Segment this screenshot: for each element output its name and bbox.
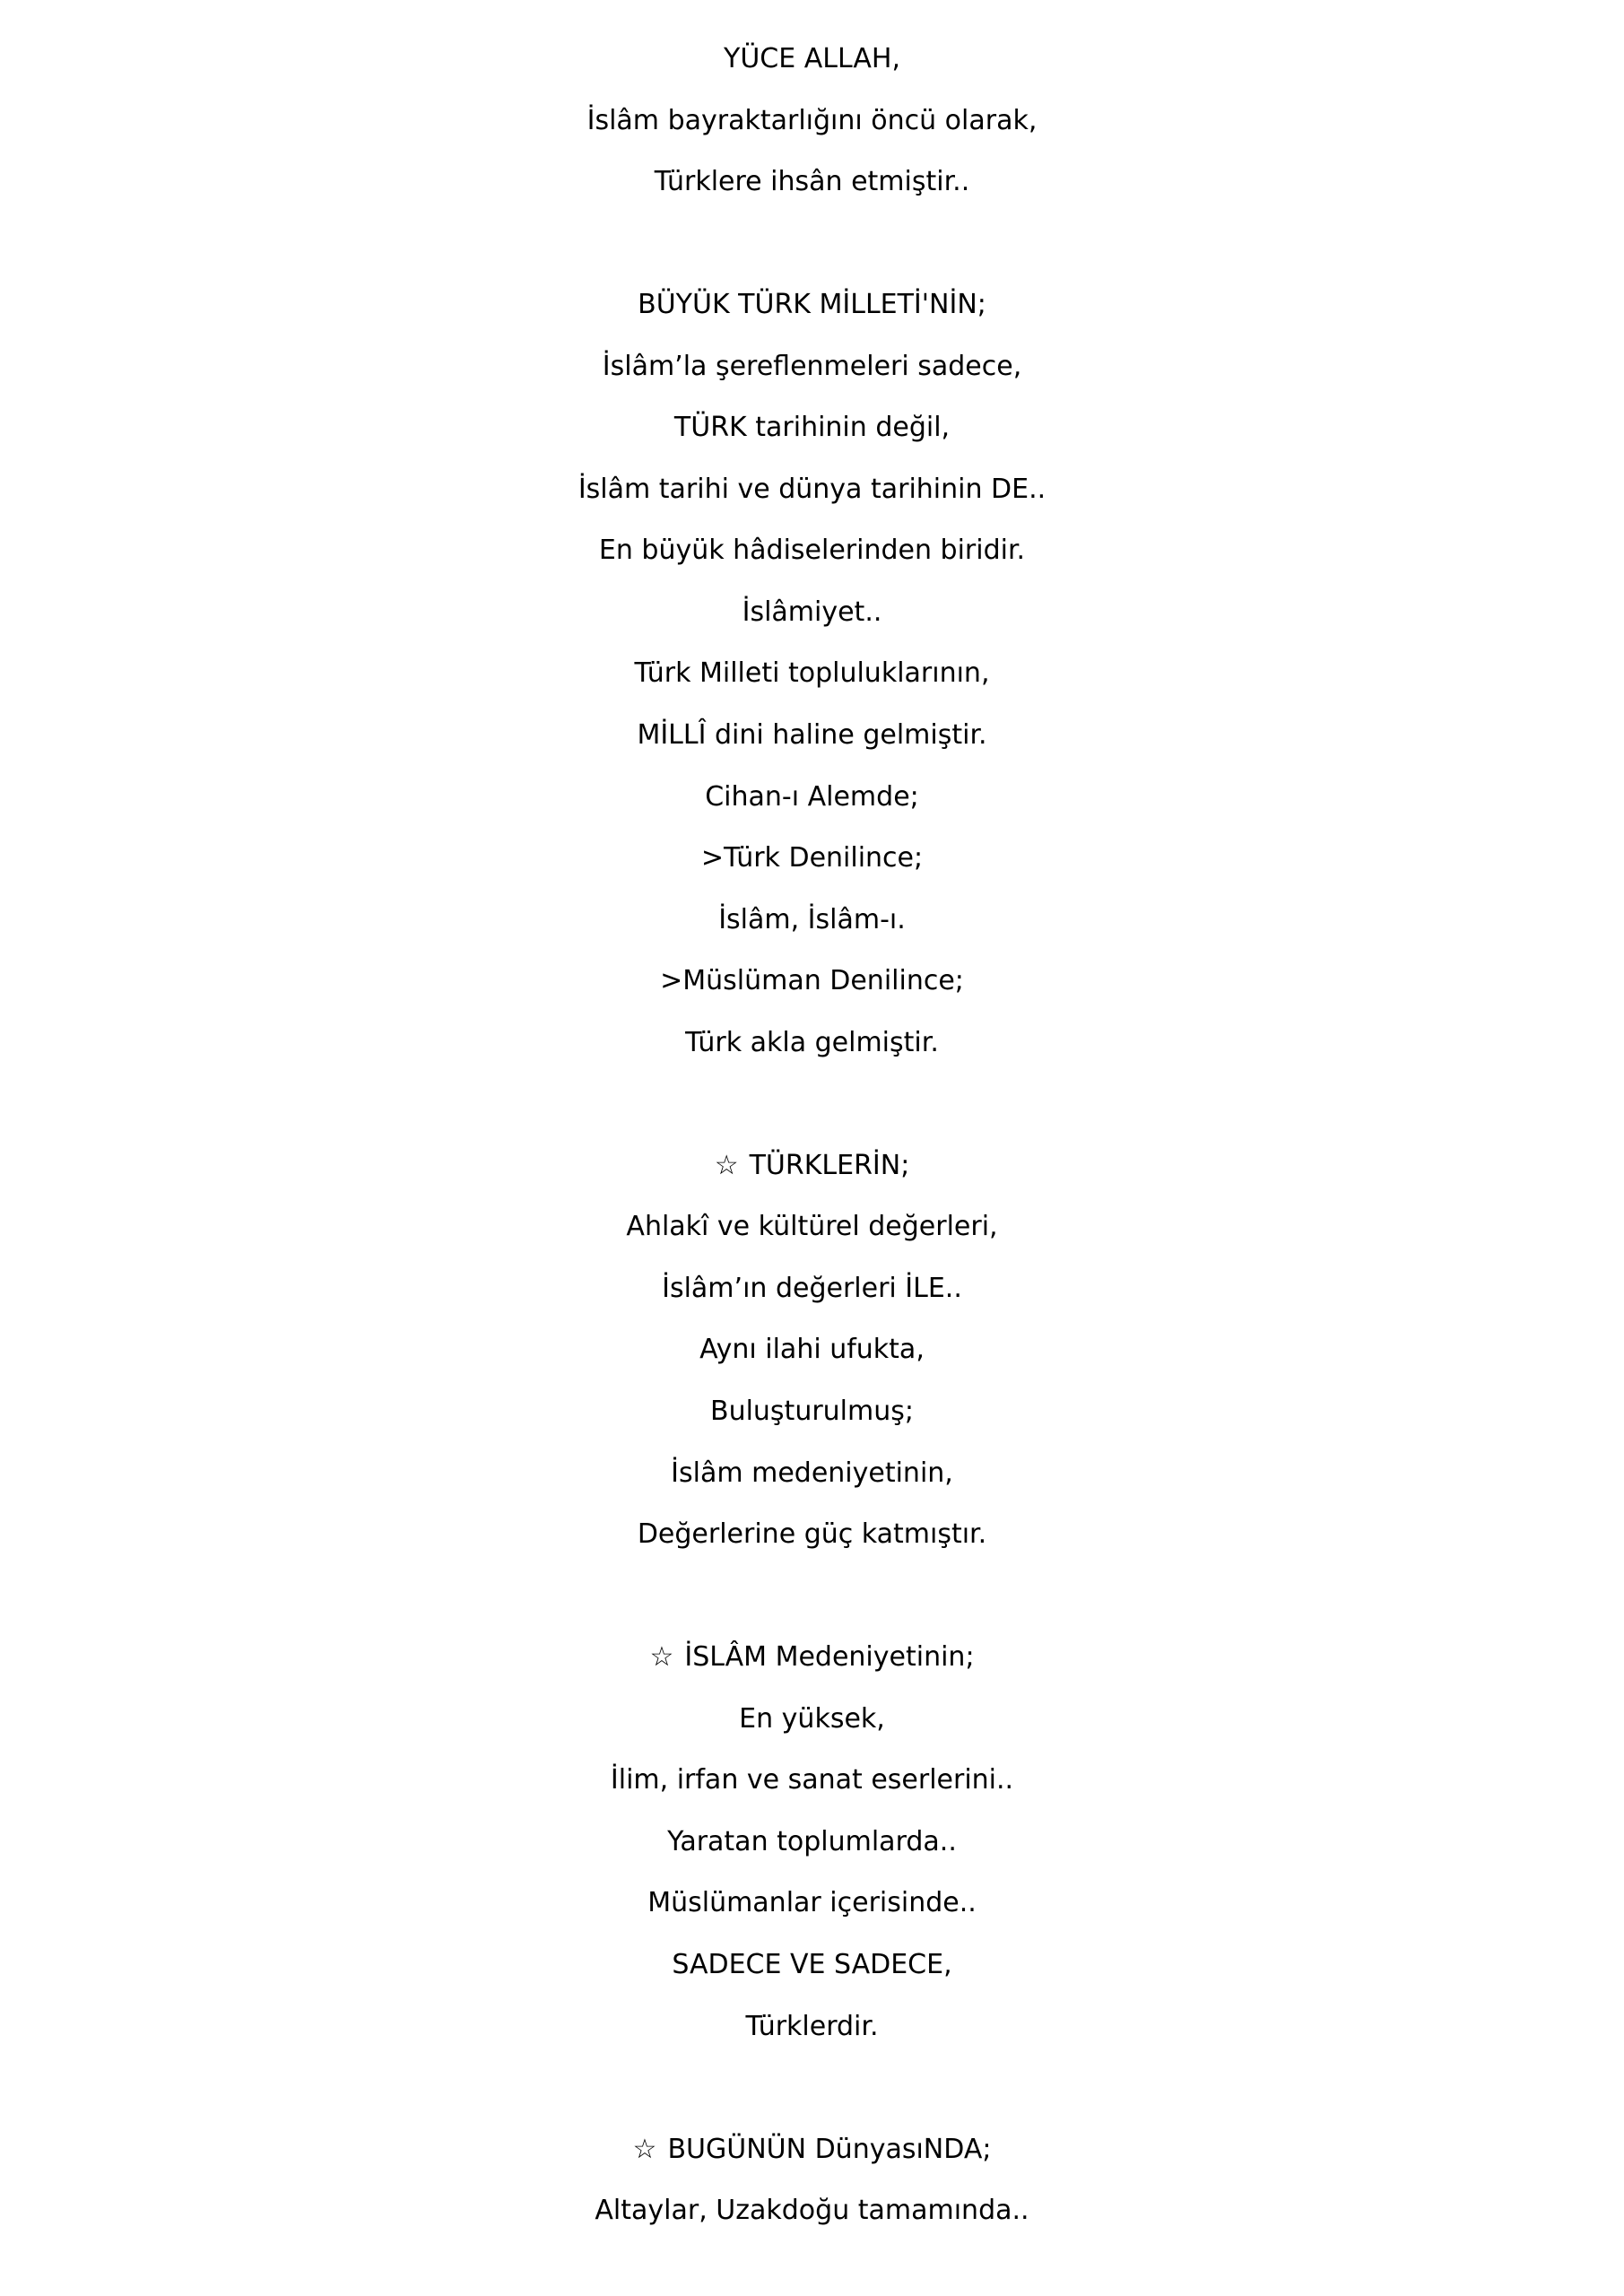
text-line: BÜYÜK TÜRK MİLLETİ'NİN; — [638, 289, 986, 321]
star-icon: ☆ — [714, 1149, 739, 1181]
section-heading — [0, 1632, 1624, 1694]
text-line: İslâm bayraktarlığını öncü olarak, — [586, 104, 1038, 136]
text-line: Buluşturulmuş; — [709, 1396, 914, 1428]
text-line: Türklere ihsân etmiştir.. — [654, 166, 970, 198]
stanza-gap — [0, 2063, 1624, 2125]
text-line: İslâm medeniyetinin, — [671, 1457, 953, 1489]
text-line: En yüksek, — [739, 1702, 885, 1735]
text-line: Türklerdir. — [745, 2010, 879, 2042]
heading-text: TÜRKLERİN; — [749, 1149, 910, 1181]
text-line: Yaratan toplumlarda.. — [667, 1825, 957, 1857]
stanza-gap — [0, 1079, 1624, 1141]
text-line: Müslümanlar içerisinde.. — [647, 1887, 977, 1919]
section-heading — [0, 2125, 1624, 2187]
text-line: Türk Milleti topluluklarının, — [634, 657, 990, 690]
text-line: İslâm, İslâm-ı. — [718, 903, 906, 935]
stanza-gap — [0, 1571, 1624, 1633]
text-line: >Türk Denilince; — [700, 842, 924, 874]
text-line: MİLLÎ dini haline gelmiştir. — [637, 719, 987, 752]
text-line: YÜCE ALLAH, — [724, 43, 900, 74]
text-line: Cihan-ı Alemde; — [705, 780, 919, 813]
star-icon: ☆ — [649, 1641, 674, 1674]
text-line: İslâm tarihi ve dünya tarihinin DE.. — [578, 473, 1046, 505]
text-line: Değerlerine güç katmıştır. — [637, 1518, 987, 1551]
text-line: Türk akla gelmiştir. — [685, 1026, 939, 1058]
text-line: TÜRK tarihinin değil, — [673, 412, 951, 444]
star-icon: ☆ — [632, 2133, 657, 2165]
text-line: İlim, irfan ve sanat eserlerini.. — [610, 1764, 1014, 1796]
text-line: Altaylar, Uzakdoğu tamamında.. — [595, 2195, 1029, 2227]
stanza-gap — [0, 219, 1624, 281]
heading-text: BUGÜNÜN DünyasıNDA; — [667, 2133, 992, 2165]
text-line: SADECE VE SADECE, — [672, 1948, 952, 1980]
text-line: Aynı ilahi ufukta, — [699, 1334, 925, 1366]
text-line: >Müslüman Denilince; — [660, 965, 964, 997]
text-line: Ahlakî ve kültürel değerleri, — [626, 1211, 998, 1243]
text-line: En büyük hâdiselerinden biridir. — [598, 535, 1026, 567]
text-line: İslâm’ın değerleri İLE.. — [662, 1272, 962, 1304]
text-line: İslâmiyet.. — [742, 596, 882, 628]
heading-text: İSLÂM Medeniyetinin; — [684, 1641, 975, 1674]
text-line: İslâm’la şereflenmeleri sadece, — [602, 350, 1022, 382]
document-page — [0, 34, 1624, 2248]
section-heading — [0, 1141, 1624, 1203]
